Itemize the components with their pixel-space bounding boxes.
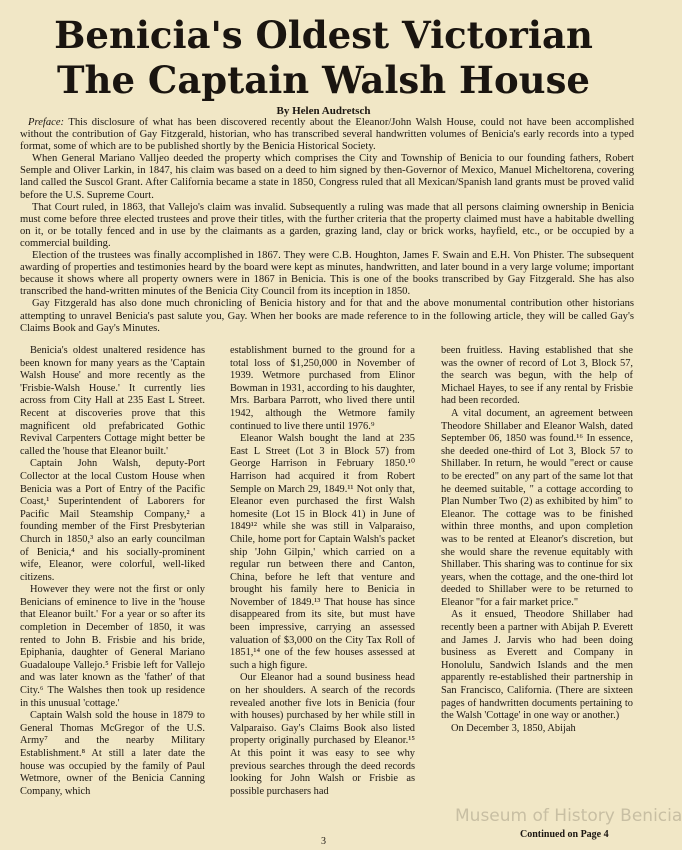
continued-note: Continued on Page 4 — [520, 829, 609, 840]
page-title-line-1: Benicia's Oldest Victorian — [54, 13, 593, 57]
body-paragraph: been fruitless. Having established that she was the owner of record of Lot 3, Block 57, the search was begun, with the help of Michael Hayes, to see if any rental by Frisbie had been recorded. — [441, 345, 633, 407]
body-paragraph: On December 3, 1850, Abijah — [451, 722, 576, 734]
article-column-3 — [441, 345, 633, 735]
museum-watermark: Museum of History Benicia — [455, 806, 682, 826]
body-paragraph: As it ensued, Theodore Shillaber had recently been a partner with Abijah P. Everett and James J. Jarvis who had been doing business as Everett and Company in Honolulu, Sandwich Islands and the men apparently re-established their partnership in San Francisco, California. (There are sixteen pages of handwritten documents pertaining to the Walsh 'Cottage' in one way or another.) — [441, 609, 633, 722]
body-paragraph: Our Eleanor had a sound business head on her shoulders. A search of the records revealed another five lots in Benicia (four with houses) purchased by her while still in Valparaiso. Gay's Claims Book also listed property originally purchased by Eleanor.¹⁵ At this point it was easy to see why previous searches through the deed records looking for John Walsh or Frisbie as possible purchasers had — [230, 672, 415, 797]
body-paragraph: establishment burned to the ground for a total loss of $1,250,000 in November of 1939. Wetmore purchased from Elinor Bowman in 1931, according to his daughter, Mrs. Barbara Parrott, who lived there until 1942, although the Wetmore family continued to live there until 1976.⁹ — [230, 345, 415, 432]
body-paragraph: Captain Walsh sold the house in 1879 to General Thomas McGregor of the U.S. Army⁷ and the nearby Military Establishment.⁸ At still a later date the house was occupied by the family of Paul Wetmore, owner of the Benicia Canning Company, which — [20, 710, 205, 797]
preface-section — [20, 117, 634, 335]
body-paragraph: A vital document, an agreement between Theodore Shillaber and Eleanor Walsh, dated September 06, 1850 was found.¹⁶ In essence, she deeded one-third of Lot 3, Block 57 to Shillaber. In return, he would "erect or cause to be erected" on any part of the same lot that he deemed suitable, " a cottage according to Plan Number Two (2) as exhibited by him" to Eleanor. The cottage was to be finished within three months, and upon completion was to be rented at Eleanor's discretion, but she would share the revenue equitably with Shillaber. This sharing was to continue for six years, when the cottage, and the one-third lot deeded to Shillaber were to be returned to Eleanor "for a fair market price." — [441, 407, 633, 608]
body-paragraph: Captain John Walsh, deputy-Port Collector at the local Custom House when Benicia was a Port of Entry of the Pacific Coast,¹ Superintendent of Laborers for Pacific Mail Steamship Company,² a founding member of the First Presbyterian Church in 1850,³ also an early councilman of Benicia,⁴ and his socially-prominent wife, Eleanor, were colorful, well-liked citizens. — [20, 458, 205, 583]
preface-paragraph — [20, 117, 634, 153]
article-column-2 — [230, 345, 415, 798]
body-paragraph: Benicia's oldest unaltered residence has been known for many years as the 'Captain Walsh House' and more recently as the 'Frisbie-Walsh House.' It currently lies across from City Hall at 235 East L Street. Recent at discoveries prove that this magnificent old prefabricated Gothic Revival Carpenters Cottage might better be called the 'house that Eleanor built.' — [20, 345, 205, 457]
body-paragraph: However they were not the first or only Benicians of eminence to live in the 'house that Eleanor built.' For a year or so after its completion in December of 1850, it was rented to John B. Frisbie and his bride, Epiphania, daughter of General Mariano Guadaloupe Vallejo.⁵ Frisbie left for Vallejo and was later known as the 'father' of that City.⁶ The Walshes then took up residence in this unusual 'cottage.' — [20, 584, 205, 709]
intro-paragraph: Gay Fitzgerald has also done much chronicling of Benicia history and for that and the above monumental contribution other historians attempting to unravel Benicia's past salute you, Gay. When her books are made reference to in the following article, they will be called Gay's Claims Book and Gay's Minutes. — [20, 298, 634, 334]
preface-text: This disclosure of what has been discovered recently about the Eleanor/John Walsh House, could not have been accomplished without the contribution of Gay Fitzgerald, historian, who has transcribed several handwritten volumes of Benicia's early records into a typed format, some of which are to be published shortly by the Benicia Historical Society. — [20, 117, 634, 153]
article-column-1 — [20, 345, 205, 798]
intro-paragraph: When General Mariano Valljeo deeded the property which comprises the City and Township of Benicia to our founding fathers, Robert Semple and Oliver Larkin, in 1847, his claim was based on a deed to him signed by then-Governor of Mexico, Manuel Micheltorena, covering land called the Suscol Grant. After California became a state in 1850, Congress ruled that all Mexican/Spanish land grants must be proved valid before the U.S. Supreme Court. — [20, 153, 634, 201]
body-paragraph: Eleanor Walsh bought the land at 235 East L Street (Lot 3 in Block 57) from George Harrison in February 1850.¹⁰ Harrison had acquired it from Robert Semple on March 29, 1849.¹¹ Not only that, Eleanor even purchased the first Walsh homesite (Lot 15 in Block 41) in June of 1849¹² while she was still in Valparaiso, Chile, home port for Captain Walsh's packet ship 'John Gilpin,' which carried on a regular run between there and Canton, China, before he left that venture and brought his family here to Benicia in November of 1849.¹³ That house has since disappeared from its site, but must have been impressive, carrying an assessed valuation of $3,000 on the City Tax Roll of 1851,¹⁴ one of the few houses assessed at such a high figure. — [230, 433, 415, 671]
byline: By Helen Audretsch — [276, 105, 371, 117]
intro-paragraph: Election of the trustees was finally accomplished in 1867. They were C.B. Houghton, James F. Swain and E.H. Von Phister. The subsequent awarding of properties and testimonies heard by the board were kept as minutes, handwritten, and later bound in a very large volume; important because it shows where all property owners were in 1867 in Benicia. This is one of the books transcribed by Gay Fitzgerald. She has also transcribed the hand-written minutes of the Benicia City Council from its inception in 1850. — [20, 250, 634, 298]
preface-label: Preface: — [28, 117, 65, 128]
page-title-line-2: The Captain Walsh House — [57, 58, 590, 102]
page-number: 3 — [321, 836, 326, 847]
intro-paragraph: That Court ruled, in 1863, that Vallejo's claim was invalid. Subsequently a ruling was made that all persons claiming ownership in Benicia must come before three elected trustees and prove their titles, with the further criteria that the property claimed must have a habitable dwelling on it, or be totally fenced and in use by the claimants as a garden, grazing land, clay or brick works, hayfield, etc., or be occupied by a commercial building. — [20, 201, 634, 249]
